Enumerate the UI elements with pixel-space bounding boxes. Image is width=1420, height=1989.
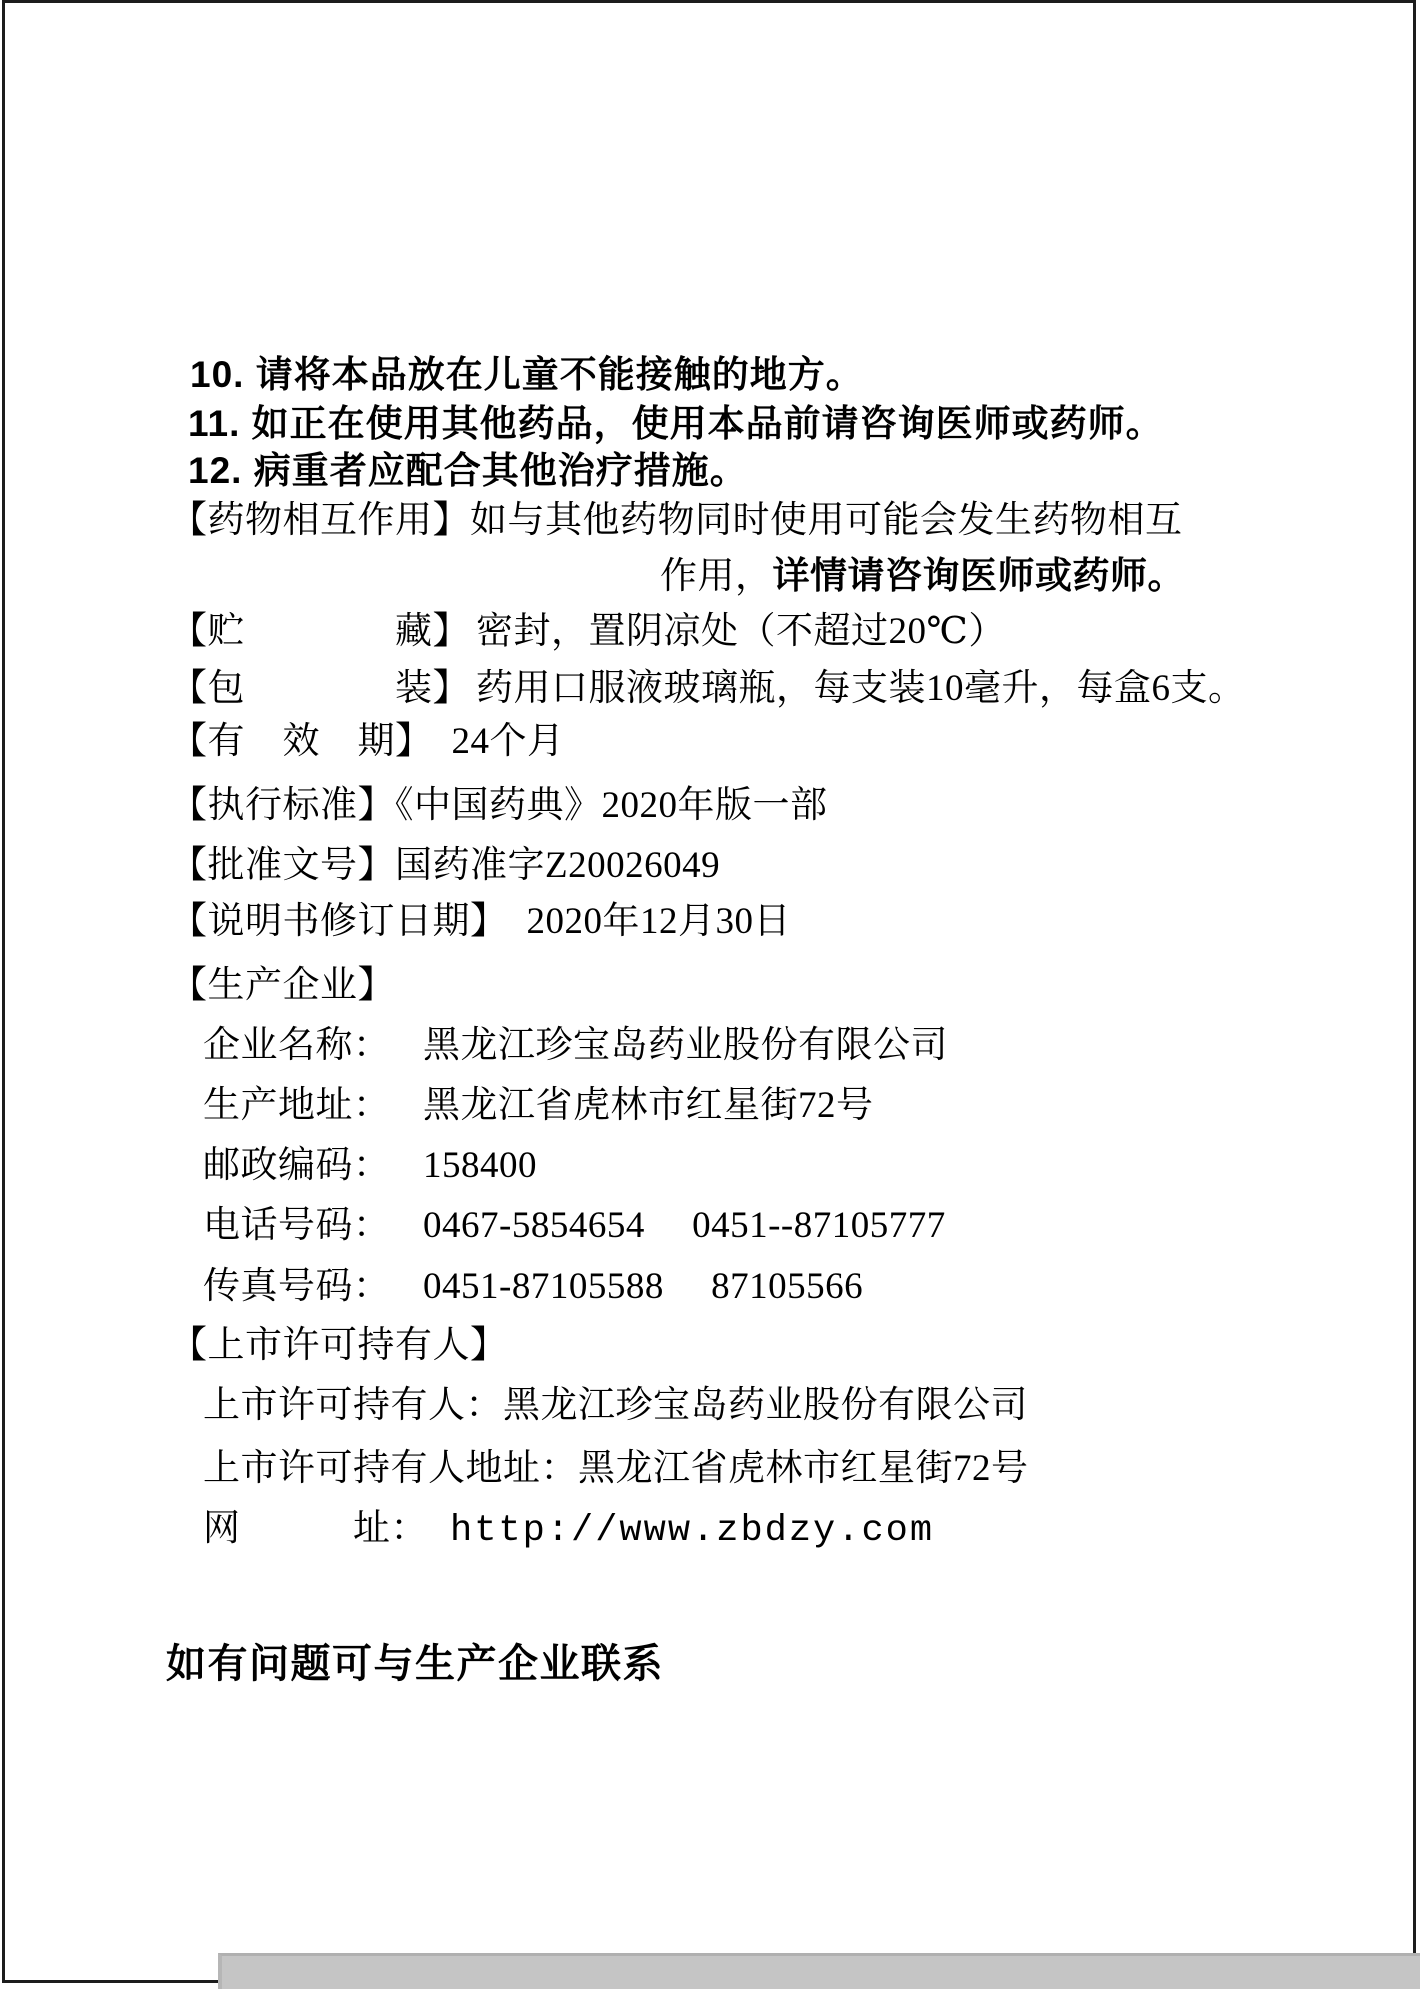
precaution-item-12: 12. 病重者应配合其他治疗措施。: [188, 450, 748, 491]
manufacturer-row-phone: [203, 1205, 946, 1246]
precaution-item-11: 11. 如正在使用其他药品，使用本品前请咨询医师或药师。: [188, 403, 1164, 444]
postal-code-value: 158400: [423, 1145, 537, 1186]
production-address-label: 生产地址：: [203, 1085, 391, 1126]
standard-line: [170, 785, 828, 826]
standard-label: 【执行标准】: [170, 785, 395, 826]
validity-label: 【有 效 期】: [170, 721, 414, 762]
footer-note: 如有问题可与生产企业联系: [166, 1642, 664, 1686]
mah-holder-label: 上市许可持有人：: [203, 1385, 503, 1426]
packaging-line: [170, 668, 1246, 709]
drug-interaction-text: 如与其他药物同时使用可能会发生药物相互: [470, 500, 1183, 541]
drug-interaction-line: [170, 500, 1183, 541]
company-name-value: 黑龙江珍宝岛药业股份有限公司: [423, 1025, 948, 1066]
website-url: http://www.zbdzy.com: [450, 1510, 935, 1552]
drug-interaction-cont-serif: 作用，: [660, 556, 773, 597]
phone-number-label: 电话号码：: [203, 1205, 391, 1246]
company-name-label: 企业名称：: [203, 1025, 391, 1066]
mah-address-value: 黑龙江省虎林市红星街72号: [578, 1448, 1029, 1489]
mah-row-website: [203, 1508, 934, 1552]
storage-label: 【贮 藏】: [170, 611, 470, 652]
mah-heading: 【上市许可持有人】: [170, 1325, 508, 1366]
website-label: 网 址：: [203, 1508, 428, 1549]
fax-number-value: 0451-87105588 87105566: [423, 1266, 864, 1307]
mah-row-holder: [203, 1385, 1028, 1426]
bottom-gray-bar: [218, 1953, 1420, 1989]
revision-line: [170, 901, 791, 942]
packaging-value: 药用口服液玻璃瓶，每支装10毫升，每盒6支。: [476, 668, 1246, 709]
manufacturer-row-postcode: [203, 1145, 537, 1186]
fax-number-label: 传真号码：: [203, 1266, 391, 1307]
revision-label: 【说明书修订日期】: [170, 901, 489, 942]
storage-line: [170, 611, 1006, 652]
mah-address-label: 上市许可持有人地址：: [203, 1448, 578, 1489]
drug-interaction-continuation: [660, 555, 1185, 597]
revision-value: 2020年12月30日: [489, 901, 791, 942]
manufacturer-row-address: [203, 1085, 874, 1126]
approval-label: 【批准文号】: [170, 845, 395, 886]
phone-number-value: 0467-5854654 0451--87105777: [423, 1205, 946, 1246]
drug-interaction-cont-sans: 详情请咨询医师或药师。: [772, 555, 1185, 596]
mah-row-address: [203, 1448, 1029, 1489]
packaging-label: 【包 装】: [170, 668, 470, 709]
postal-code-label: 邮政编码：: [203, 1145, 391, 1186]
drug-interaction-label: 【药物相互作用】: [170, 500, 470, 541]
manufacturer-heading: 【生产企业】: [170, 965, 395, 1006]
manufacturer-row-name: [203, 1025, 948, 1066]
validity-value: 24个月: [414, 721, 565, 762]
approval-line: [170, 845, 720, 886]
production-address-value: 黑龙江省虎林市红星街72号: [423, 1085, 874, 1126]
precaution-item-10: 10. 请将本品放在儿童不能接触的地方。: [190, 354, 864, 395]
manufacturer-row-fax: [203, 1266, 863, 1307]
mah-holder-value: 黑龙江珍宝岛药业股份有限公司: [503, 1385, 1028, 1426]
validity-line: [170, 721, 565, 762]
storage-value: 密封，置阴凉处（不超过20℃）: [476, 611, 1006, 652]
standard-value: 《中国药典》2020年版一部: [395, 785, 828, 826]
approval-value: 国药准字Z20026049: [395, 845, 721, 886]
